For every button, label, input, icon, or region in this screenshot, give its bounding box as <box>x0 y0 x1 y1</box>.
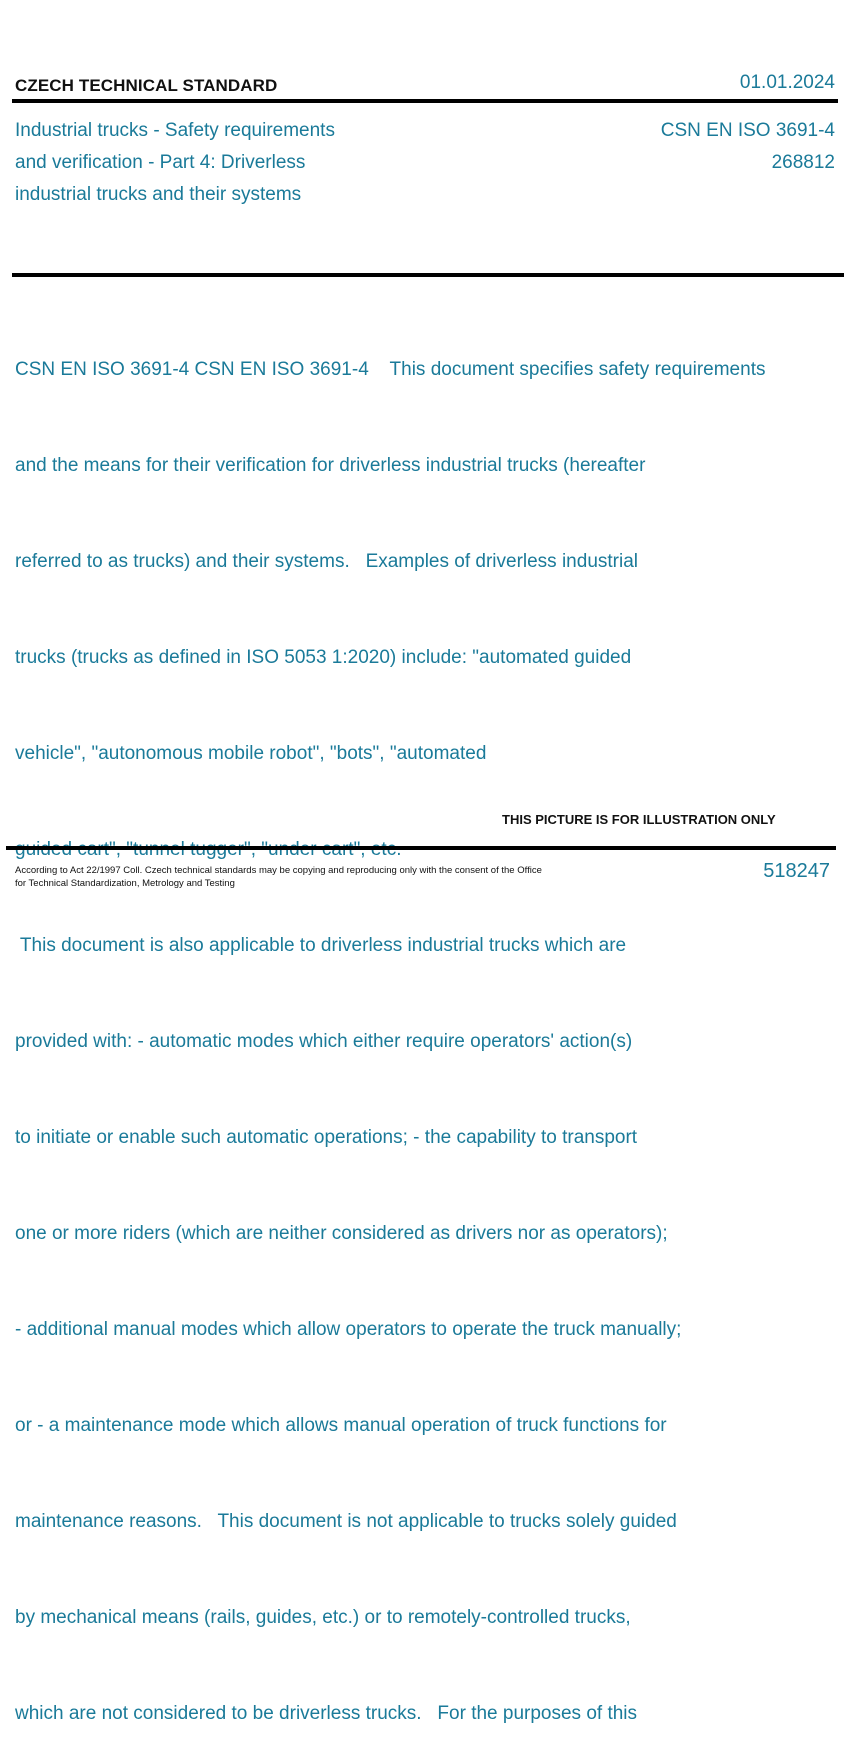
abstract-line: to initiate or enable such automatic operations; - the capability to transport <box>15 1127 638 1148</box>
abstract-line <box>15 834 765 866</box>
footer-rule <box>6 846 836 850</box>
abstract-line: or - a maintenance mode which allows manual operation of truck functions for <box>15 1415 667 1436</box>
catalog-number: 268812 <box>771 152 835 173</box>
abstract-line: provided with: - automatic modes which either require operators' action(s) <box>15 1031 633 1052</box>
standard-type-label: CZECH TECHNICAL STANDARD <box>15 76 278 95</box>
abstract-line: by mechanical means (rails, guides, etc.) or to remotely-controlled trucks, <box>15 1607 631 1628</box>
legal-line: According to Act 22/1997 Coll. Czech technical standards may be copying and reproducing only with the consent of the Office <box>15 865 542 876</box>
standard-codes <box>661 115 835 179</box>
standard-code: CSN EN ISO 3691-4 <box>660 120 835 141</box>
abstract-line: one or more riders (which are neither considered as drivers nor as operators); <box>15 1223 668 1244</box>
abstract-line: This document is also applicable to driverless industrial trucks which are <box>15 935 627 956</box>
abstract-line: which are not considered to be driverless trucks. For the purposes of this <box>15 1703 638 1724</box>
title-rule <box>12 273 844 277</box>
abstract-line: vehicle", "autonomous mobile robot", "bots", "automated <box>15 743 487 764</box>
abstract-line: and the means for their verification for driverless industrial trucks (hereafter <box>15 455 646 476</box>
abstract-line: trucks (trucks as defined in ISO 5053 1:2020) include: "automated guided <box>15 647 632 668</box>
abstract-line: CSN EN ISO 3691-4 CSN EN ISO 3691-4 This document specifies safety requirements <box>15 359 766 380</box>
legal-notice <box>15 864 595 890</box>
illustration-disclaimer: THIS PICTURE IS FOR ILLUSTRATION ONLY <box>502 812 776 827</box>
abstract-line: - additional manual modes which allow operators to operate the truck manually; <box>15 1319 682 1340</box>
abstract-line: maintenance reasons. This document is not applicable to trucks solely guided <box>15 1511 677 1532</box>
standard-date: 01.01.2024 <box>739 72 835 93</box>
header-rule <box>12 99 838 103</box>
title-line: Industrial trucks - Safety requirements <box>15 120 335 141</box>
document-number: 518247 <box>763 860 830 882</box>
standard-abstract <box>15 290 765 1762</box>
standard-title <box>15 115 435 211</box>
abstract-line: referred to as trucks) and their systems. Examples of driverless industrial <box>15 551 639 572</box>
title-line: and verification - Part 4: Driverless <box>15 152 306 173</box>
title-line: industrial trucks and their systems <box>15 184 302 205</box>
legal-line: for Technical Standardization, Metrology and Testing <box>15 878 235 889</box>
